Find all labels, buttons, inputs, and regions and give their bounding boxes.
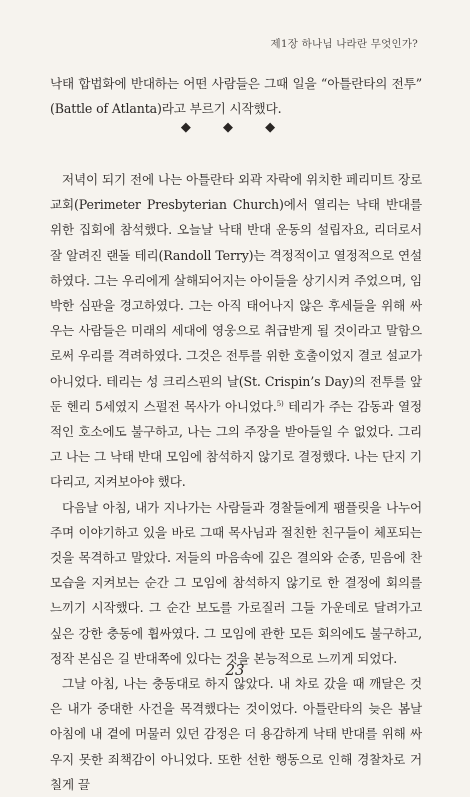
intro-paragraph: 낙태 합법화에 반대하는 어떤 사람들은 그때 일을 “아틀란타의 전투” (Battle of Atlanta)라고 부르기 시작했다. <box>50 76 422 117</box>
paragraph-1-text-after: 테리가 주는 감동과 열정적인 호소에도 불구하고, 나는 그의 주장을 받아들일 수 없었다. 그리고 나는 그 낙태 반대 모임에 참석하지 않기로 결정했다. 나는 단지 기다리고, 지켜보아야 했다. <box>50 398 422 490</box>
paragraph-1-text: 저녁이 되기 전에 나는 아틀란타 외곽 자락에 위치한 페리미트 장로교회(Perimeter Presbyterian Church)에서 열리는 낙태 반대를 위한 집회에 참석했다. 오늘날 낙태 반대 운동의 설립자요, 리더로서 잘 알려진 랜돌 테리(Randoll Terry)는 격정적이고 열정적으로 연설하였다. 그는 우리에게 살해되어지는 아이들을 상기시켜 주었으며, 임박한 심판을 경고하였다. 그는 아직 태어나지 않은 후세들을 위해 싸우는 사람들은 미래의 세대에 영웅으로 취급받게 될 것이라고 말함으로써 우리를 격려하였다. 그것은 전투를 위한 호출이었지 결코 설교가 아니었다. 테리는 성 크리스핀의 날(St. Crispin’s Day)의 전투를 앞둔 헨리 5세였지 스펄전 목사가 아니었다. <box>50 172 422 414</box>
footnote-marker: 5) <box>276 399 284 408</box>
main-text <box>50 167 422 797</box>
paragraph-2: 다음날 아침, 내가 지나가는 사람들과 경찰들에게 팸플릿을 나누어주며 이야기하고 있을 바로 그때 목사님과 절친한 친구들이 체포되는 것을 목격하고 말았다. 저들의 마음속에 깊은 결의와 순종, 믿음에 찬 모습을 지켜보는 순간 그 모임에 참석하지 않기로 한 결정에 회의를 느끼기 시작했다. 그 순간 보도를 가로질러 그들 가운데로 달려가고 싶은 강한 충동에 휩싸였다. 그 모임에 관한 모든 회의에도 불구하고, 정작 본심은 길 반대쪽에 있다는 것을 본능적으로 느끼게 되었다. <box>50 499 422 666</box>
paragraph-1 <box>50 167 422 495</box>
section-separator: ◆ ◆ ◆ <box>180 120 290 135</box>
running-head: 제1장 하나님 나라란 무엇인가? <box>270 38 418 50</box>
paragraph-3: 그날 아침, 나는 충동대로 하지 않았다. 내 차로 갔을 때 깨달은 것은 내가 중대한 사건을 목격했다는 것이었다. 아틀란타의 늦은 봄날 아침에 내 곁에 머물러 있던 감정은 더 용감하게 낙태 반대를 위해 싸우지 못한 죄책감이 아니었다. 또한 선한 행동으로 인해 경찰차로 거칠게 끌 <box>50 676 422 792</box>
page-number: 23 <box>225 661 245 679</box>
